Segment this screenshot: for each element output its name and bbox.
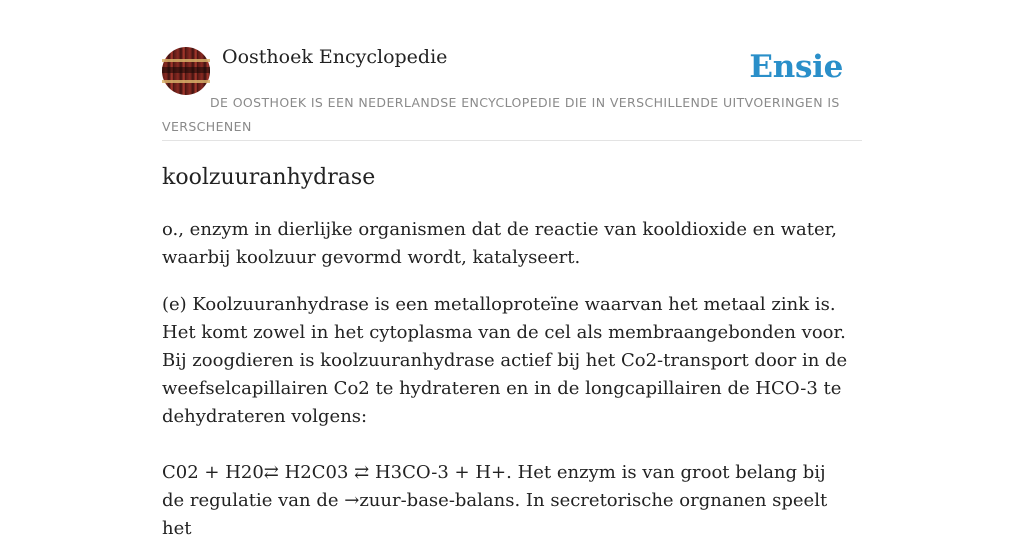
entry-content: [162, 160, 852, 543]
entry-body-intro: (e) Koolzuuranhydrase is een metalloproteïne waarvan het metaal zink is. Het komt zowel in het cytoplasma van de cel als membraangebonden voor. Bij zoogdieren is koolzuuranhydrase actief bij het Co2-transport door in de weefselcapillairen Co2 te hydrateren en in de longcapillairen de HCO-3 te dehydrateren volgens:: [162, 294, 848, 427]
entry-body: [162, 291, 852, 543]
entry-title: koolzuuranhydrase: [162, 165, 376, 190]
site-tagline: DE OOSTHOEK IS EEN NEDERLANDSE ENCYCLOPEDIE DIE IN VERSCHILLENDE UITVOERINGEN IS VERSCHENEN: [162, 95, 840, 134]
site-avatar[interactable]: [162, 47, 210, 95]
ensie-logo[interactable]: Ensie: [749, 49, 843, 85]
site-header: [162, 44, 862, 141]
entry-definition: o., enzym in dierlijke organismen dat de reactie van kooldioxide en water, waarbij koolzuur gevormd wordt, katalyseert.: [162, 219, 838, 268]
site-name[interactable]: Oosthoek Encyclopedie: [222, 46, 448, 68]
entry-body-equation: C02 + H20⇄ H2C03 ⇄ H3CO-3 + H+. Het enzym is van groot belang bij de regulatie van de →zuur-base-balans. In secretorische orgnanen speelt het: [162, 462, 828, 539]
